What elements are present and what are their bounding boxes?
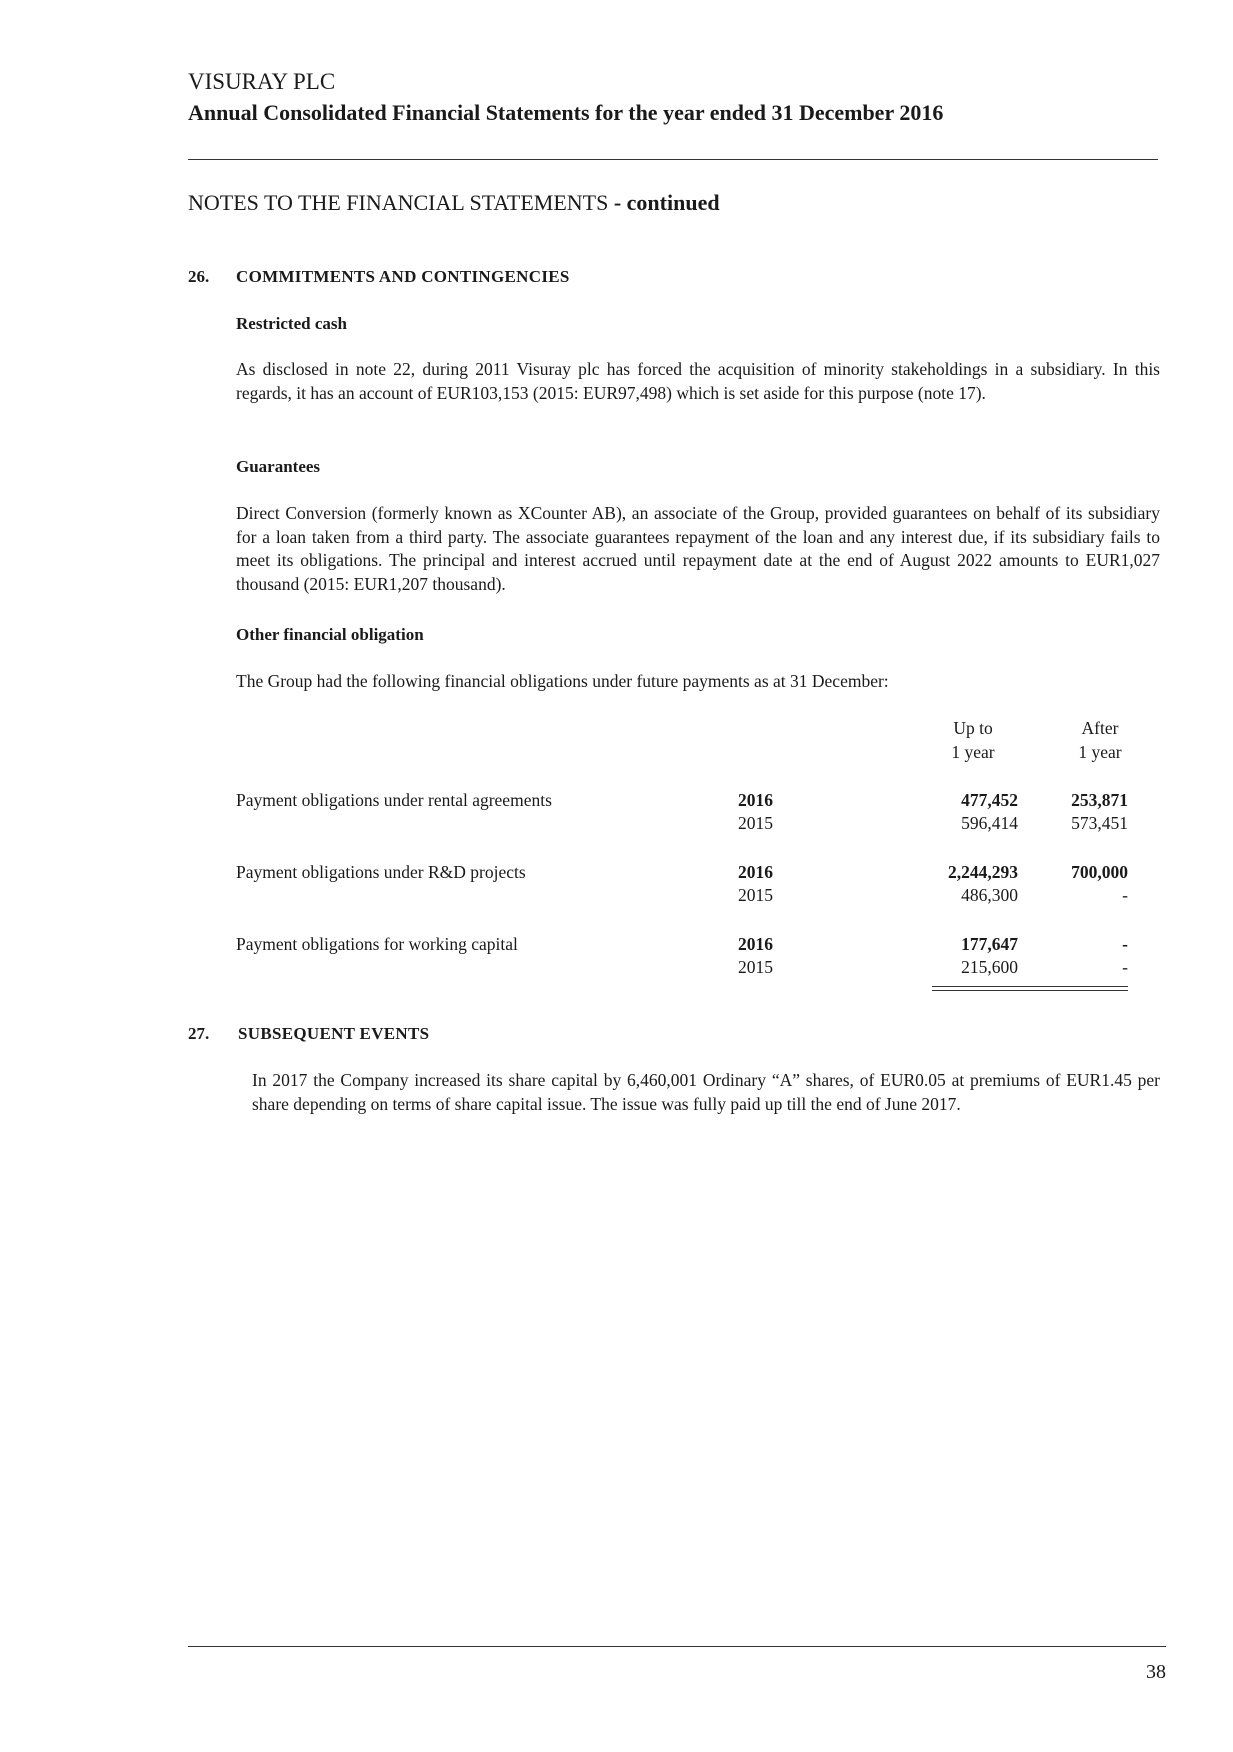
year-current: 2016 (738, 790, 773, 810)
year-current: 2016 (738, 934, 773, 954)
value-current: 2,244,293 (948, 862, 1018, 882)
value-current: 700,000 (1071, 862, 1128, 882)
year-prior: 2015 (738, 813, 773, 833)
table-row-upto (900, 933, 1018, 979)
report-title: Annual Consolidated Financial Statements for the year ended 31 December 2016 (188, 100, 944, 125)
value-prior: 215,600 (961, 957, 1018, 977)
value-current: 477,452 (961, 790, 1018, 810)
table-row-upto (900, 789, 1018, 835)
subsequent-events-text: In 2017 the Company increased its share capital by 6,460,001 Ordinary “A” shares, of EUR0.05 at premiums of EUR1.45 per share depending on terms of share capital issue. The issue was fully paid up till the end of June 2017. (252, 1070, 1160, 1114)
year-prior: 2015 (738, 885, 773, 905)
section-title-main: NOTES TO THE FINANCIAL STATEMENTS (188, 190, 609, 215)
col-header-line: Up to (953, 718, 993, 738)
table-total-double-rule (932, 986, 1128, 991)
restricted-cash-heading: Restricted cash (236, 314, 347, 333)
table-row-years (738, 861, 798, 907)
col-header-line: 1 year (951, 742, 995, 762)
value-prior: 486,300 (961, 885, 1018, 905)
table-row-label: Payment obligations for working capital (236, 934, 518, 954)
company-name: VISURAY PLC (188, 69, 336, 94)
value-prior: - (1122, 885, 1128, 905)
guarantees-text: Direct Conversion (formerly known as XCounter AB), an associate of the Group, provided guarantees on behalf of its subsidiary for a loan taken from a third party. The associate guarantees repayment of the loan and any interest due, if its subsidiary fails to meet its obligations. The principal and interest accrued until repayment date at the end of August 2022 amounts to EUR1,027 thousand (2015: EUR1,207 thousand). (236, 503, 1160, 594)
footer-divider (188, 1646, 1166, 1647)
table-row-label: Payment obligations under R&D projects (236, 862, 526, 882)
year-prior: 2015 (738, 957, 773, 977)
value-current: 253,871 (1071, 790, 1128, 810)
table-row-after (1030, 789, 1128, 835)
restricted-cash-text: As disclosed in note 22, during 2011 Visuray plc has forced the acquisition of minority stakeholdings in a subsidiary. In this regards, it has an account of EUR103,153 (2015: EUR97,498) which is set aside for this purpose (note 17). (236, 359, 1160, 403)
col-header-line: After (1081, 718, 1119, 738)
note-26-title: COMMITMENTS AND CONTINGENCIES (236, 267, 570, 286)
value-prior: 573,451 (1071, 813, 1128, 833)
col-header-up-to-1-year (928, 716, 1018, 764)
value-prior: 596,414 (961, 813, 1018, 833)
value-current: - (1122, 934, 1128, 954)
table-row-years (738, 933, 798, 979)
note-27-title: SUBSEQUENT EVENTS (238, 1024, 430, 1043)
section-title-suffix: - continued (608, 190, 720, 215)
table-row-after (1030, 933, 1128, 979)
col-header-line: 1 year (1078, 742, 1122, 762)
value-prior: - (1122, 957, 1128, 977)
other-obligation-intro: The Group had the following financial obligations under future payments as at 31 December: (236, 671, 889, 691)
year-current: 2016 (738, 862, 773, 882)
table-row-upto (900, 861, 1018, 907)
note-26-number: 26. (188, 267, 210, 286)
header-divider (188, 159, 1158, 160)
page-number: 38 (1146, 1661, 1166, 1683)
table-row-after (1030, 861, 1128, 907)
guarantees-heading: Guarantees (236, 457, 321, 476)
col-header-after-1-year (1055, 716, 1145, 764)
table-row-label: Payment obligations under rental agreements (236, 790, 552, 810)
other-obligation-heading: Other financial obligation (236, 625, 424, 644)
table-row-years (738, 789, 798, 835)
note-27-number: 27. (188, 1024, 210, 1043)
section-title (188, 189, 720, 217)
value-current: 177,647 (961, 934, 1018, 954)
